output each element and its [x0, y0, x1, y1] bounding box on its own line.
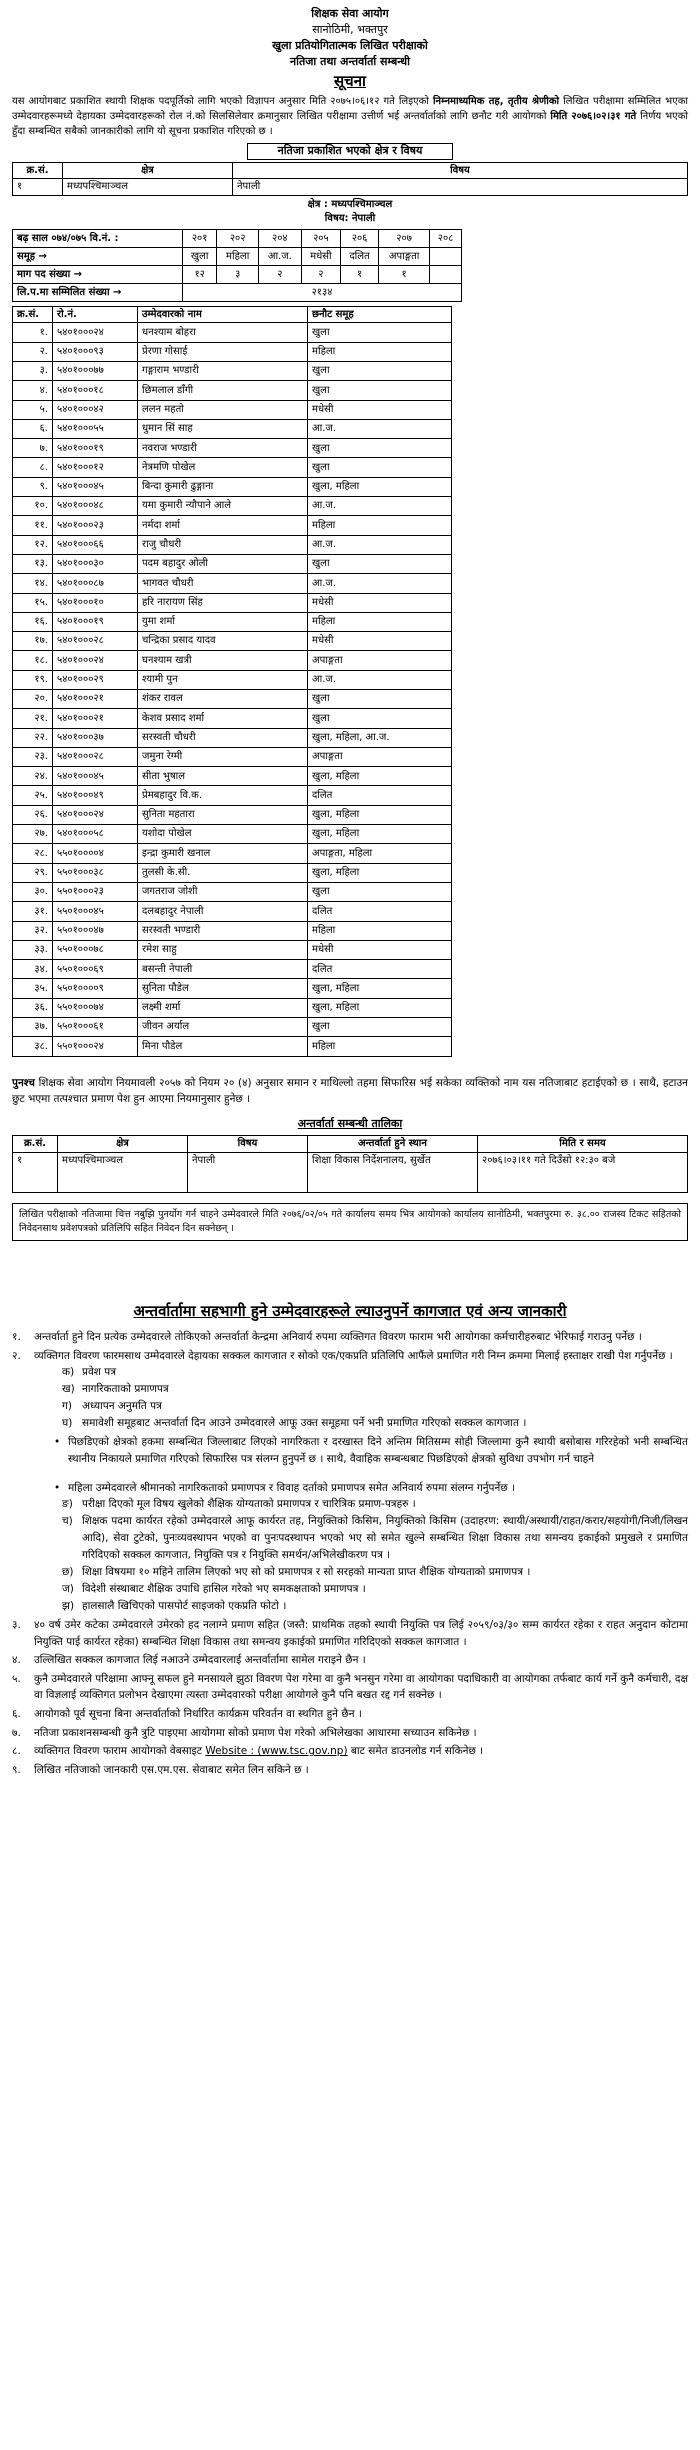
list-item: १. अन्तर्वार्ता हुने दिन प्रत्येक उम्मेदवारले तोकिएको अन्तर्वार्ता केन्द्रमा अनिवार्य रुपमा व्यक्तिगत विवरण फाराम भरी आयोगका कर्मचारीहरुबाट भेरिफाई गराउनु पर्नेछ । [12, 1331, 642, 1344]
cand-group: अपाङ्गता, महिला [308, 844, 452, 863]
table-row [13, 477, 452, 496]
cand-roll: ५५०१०००३८ [53, 863, 138, 882]
cand-roll: ५४०१०००६६ [53, 535, 138, 554]
cand-roll: ५४०१०००३० [53, 554, 138, 573]
cand-sn: २८. [13, 844, 53, 863]
quota-demand-label: माग पद संख्या → [13, 265, 183, 283]
cand-name: प्रेरणा गोसाई [138, 342, 308, 361]
cand-group: मधेसी [308, 940, 452, 959]
cand-sn: १९. [13, 670, 53, 689]
quota-group: महिला [217, 247, 259, 265]
cand-group: खुला [308, 381, 452, 400]
cand-name: मिना पौडेल [138, 1037, 308, 1056]
cand-sn: ३८. [13, 1037, 53, 1056]
table-row [13, 882, 452, 901]
cand-group: दलित [308, 960, 452, 979]
iv-sn: १ [13, 1152, 58, 1192]
cand-group: महिला [308, 612, 452, 631]
cand-group: खुला, महिला [308, 863, 452, 882]
cand-roll: ५४०१०००१८ [53, 381, 138, 400]
quota-group-label: समूह → [13, 247, 183, 265]
table-row [13, 458, 452, 477]
cand-name: लक्ष्मी शर्मा [138, 998, 308, 1017]
list-item: ९. लिखित नतिजाको जानकारी एस.एम.एस. सेवाबाट समेत लिन सकिने छ । [12, 1763, 309, 1776]
cand-group: खुला, महिला [308, 477, 452, 496]
recheck-note: लिखित परीक्षाको नतिजामा चित्त नबुझि पुनर्योग गर्न चाहने उम्मेदवारले मिति २०७६/०२/०५ गते कार्यालय समय भित्र आयोगको कार्यालय सानोठिमी, भक्तपुरमा रु. ३८.०० राजस्व टिकट सहितको निवेदनसाथ प्रवेशपत्रको प्रतिलिपि सहित निवेदन दिन सक्नेछन् । [12, 1203, 688, 1242]
cand-sn: १४. [13, 574, 53, 593]
cand-roll: ५४०१०००५८ [53, 825, 138, 844]
table-row [13, 1037, 452, 1056]
table-row [13, 612, 452, 631]
cand-roll: ५४०१०००४५ [53, 477, 138, 496]
list-item: ७. नतिजा प्रकाशनसम्बन्धी कुनै त्रुटि पाइएमा आयोगमा सोको प्रमाण पेश गरेको अभिलेखका आधारमा सच्याउन सकिनेछ । [12, 1726, 477, 1739]
cand-name: प्रेमबहादुर वि.क. [138, 786, 308, 805]
cand-group: मधेसी [308, 632, 452, 651]
interview-title: अन्तर्वार्ता सम्बन्धी तालिका [297, 1117, 403, 1131]
iv-col-subject: विषय [188, 1136, 308, 1153]
cand-sn: २०. [13, 689, 53, 708]
subject-line-2: विषय: नेपाली [324, 213, 376, 225]
cand-group: दलित [308, 902, 452, 921]
cand-name: छिमलाल डाँगी [138, 381, 308, 400]
cand-name: युमा शर्मा [138, 612, 308, 631]
quota-group [430, 247, 462, 265]
quota-demand-row [13, 265, 462, 283]
cand-sn: २. [13, 342, 53, 361]
cand-name: धनश्याम बोहरा [138, 323, 308, 342]
cand-name: नेत्रमणि पोखेल [138, 458, 308, 477]
cand-sn: ८. [13, 458, 53, 477]
list-item: झ) हालसालै खिचिएको पासपोर्ट साइजको एकप्रति फोटो । [62, 1600, 287, 1613]
table-row [13, 689, 452, 708]
table-row [13, 419, 452, 438]
quota-code: २०१ [183, 229, 217, 247]
cand-group: खुला [308, 439, 452, 458]
cand-col-name: उम्मेदवारको नाम [138, 306, 308, 323]
table-row [13, 670, 452, 689]
followup-paragraph [12, 1075, 688, 1108]
cand-col-sn: क्र.सं. [13, 306, 53, 323]
area-col-sn: क्र.सं. [13, 162, 63, 179]
quota-codes-row [13, 229, 462, 247]
cand-roll: ५४०१०००२३ [53, 516, 138, 535]
cand-name: सुनिता पौडेल [138, 979, 308, 998]
list-item: ङ) परीक्षा दिएको मूल विषय खुलेको शैक्षिक योग्यताको प्रमाणपत्र र चारित्रिक प्रमाण-पत्रहरु । [62, 1498, 416, 1511]
list-item: ४. उल्लिखित सक्कल कागजात लिई नआउने उम्मेदवारलाई अन्तर्वार्तामा सामेल गराइने छैन । [12, 1654, 366, 1667]
cand-roll: ५४०१०००२८ [53, 747, 138, 766]
cand-group: खुला [308, 323, 452, 342]
cand-roll: ५५०१०००६१ [53, 1018, 138, 1037]
table-row [13, 400, 452, 419]
cand-roll: ५४०१०००१९ [53, 612, 138, 631]
cand-roll: ५५०१०००४७ [53, 921, 138, 940]
list-item: छ) शिक्षा विषयमा १० महिने तालिम लिएको भए सो को प्रमाणपत्र र सो सरहको मान्यता प्राप्त शैक्षिक योग्यताको प्रमाणपत्र । [62, 1566, 531, 1579]
sub-list-2 [34, 1496, 688, 1615]
cand-sn: ४. [13, 381, 53, 400]
followup-text: शिक्षक सेवा आयोग नियमावली २०५७ को नियम २० (४) अनुसार समान र माथिल्लो तहमा सिफारिस भई सकेका व्यक्तिको नाम यस नतिजाबाट हटाईएको छ । साथै, हटाउन छुट भएमा तत्पश्चात प्रमाण पेश हुन आएमा नियमानुसार हुनेछ । [12, 1076, 688, 1105]
quota-table [12, 229, 462, 302]
table-row [13, 728, 452, 747]
area-sn: १ [13, 179, 63, 196]
cand-name: तुलसी के.सी. [138, 863, 308, 882]
cand-sn: ३६. [13, 998, 53, 1017]
quota-code: २०७ [379, 229, 430, 247]
table-row [13, 651, 452, 670]
cand-sn: ३४. [13, 960, 53, 979]
cand-group: आ.ज. [308, 535, 452, 554]
cand-name: रमेश साहु [138, 940, 308, 959]
cand-group: मधेसी [308, 593, 452, 612]
cand-sn: २५. [13, 786, 53, 805]
followup-label: पुनश्च [12, 1076, 35, 1089]
cand-roll: ५४०१०००२८ [53, 632, 138, 651]
cand-group: खुला [308, 361, 452, 380]
cand-sn: १८. [13, 651, 53, 670]
iv-venue: शिक्षा विकास निर्देशनालय, सुर्खेत [308, 1152, 478, 1192]
cand-sn: १७. [13, 632, 53, 651]
list-item: २. व्यक्तिगत विवरण फारमसाथ उम्मेदवारले देहायका सक्कल कागजात र सोको एक/एकप्रति प्रतिलिपि आफैंले प्रमाणित गरी निम्न क्रममा मिलाई हस्ताक्षर राखी पेश गर्नुपर्नेछ । क) प्रवेश पत्र ख) नागरिकताको प्रमाणपत्र ग) अध्यापन अनुमति पत्र घ) समावेशी समूहबाट अन्तर्वार्ता दिन आउने उम्मेदवारले आफू उक्त समूहमा पर्ने भनी प्रमाणित गरिएको सक्कल कागजात । • पिछडिएको क्षेत्रको हकमा सम्बन्धित जिल्लाबाट लिएको नागरिकता र दरखास्त दिने अन्तिम मितिसम्म सोही जिल्लामा कुनै स्थायी बसोबास गरिरहेको भनी सम्बन्धित स्थानीय निकायले प्रमाणित गरिएको सिफारिस पत्र संलग्न हुनुपर्ने छ । साथै, वैवाहिक सम्बन्धबाट पिछडिएको क्षेत्रको सुविधा उपभोग गर्न चाहने • महिला उम्मेदवारले श्रीमानको नागरिकताको प्रमाणपत्र र विवाह दर्ताको प्रमाणपत्र समेत अनिवार्य रुपमा संलग्न गर्नुपर्नेछ । ङ) परीक्षा दिएको मूल विषय खुलेको शैक्षिक योग्यताको प्रमाणपत्र र चारित्रिक प्रमाण-पत्रहरु । च) शिक्षक पदमा कार्यरत रहेको उम्मेदवारले आफू कार्यरत तह, नियुक्तिको किसिम, नियुक्तिको किसिम (उदाहरण: स्थायी/अस्थायी/राहत/करार/सहयोगी/निजी/लिखन आदि), सेवा टुटेको, पुनःव्यवस्थापन भएको वा पुनःपदस्थापन भएको भए सो समेत खुल्ने सम्बन्धित शिक्षा विकास तथा समन्वय इकाईको प्रमुखले र प्रमाणित गरिदिएको सक्कल कागजात, नियुक्ति पत्र र नियुक्ति समर्थन/अभिलेखीकरण पत्र । छ) शिक्षा विषयमा १० महिने तालिम लिएको भए सो को प्रमाणपत्र र सो सरहको मान्यता प्राप्त शैक्षिक योग्यताको प्रमाणपत्र । ज) विदेशी संस्थाबाट शैक्षिक उपाधि हासिल गरेको भए समकक्षताको प्रमाणपत्र । झ) हालसालै खिचिएको पासपोर्ट साइजको एकप्रति फोटो । [12, 1348, 688, 1615]
quota-demand [430, 265, 462, 283]
cand-name: यशोदा पोखेल [138, 825, 308, 844]
table-row [13, 767, 452, 786]
area-col-subject: विषय [233, 162, 688, 179]
area-subject-info [12, 198, 688, 227]
cand-name: दलबहादुर नेपाली [138, 902, 308, 921]
quota-group: दलित [341, 247, 379, 265]
intro-decision-date: मिति २०७६।०२।३१ गते [550, 111, 637, 122]
cand-sn: १३. [13, 554, 53, 573]
cand-group: महिला [308, 1037, 452, 1056]
cand-roll: ५४०१०००४९ [53, 786, 138, 805]
cand-name: सरस्वती चौधरी [138, 728, 308, 747]
cand-roll: ५४०१०००१२ [53, 458, 138, 477]
cand-name: राजु चौधरी [138, 535, 308, 554]
cand-roll: ५४०१०००९३ [53, 342, 138, 361]
cand-name: यमा कुमारी न्यौपाने आले [138, 497, 308, 516]
quota-demand: १ [341, 265, 379, 283]
quota-group: अपाङ्गता [379, 247, 430, 265]
sub-list [34, 1364, 688, 1432]
list-item: ज) विदेशी संस्थाबाट शैक्षिक उपाधि हासिल गरेको भए समकक्षताको प्रमाणपत्र । [62, 1583, 366, 1596]
intro-text-1: यस आयोगबाट प्रकाशित स्थायी शिक्षक पदपूर्तिको लागि भएको विज्ञापन अनुसार मिति २०७५।०६।१२ गते लिइएको [12, 96, 429, 107]
cand-group: अपाङ्गता [308, 651, 452, 670]
table-row [13, 921, 452, 940]
table-row [13, 574, 452, 593]
cand-sn: २९. [13, 863, 53, 882]
cand-roll: ५४०१०००२४ [53, 805, 138, 824]
cand-sn: ५. [13, 400, 53, 419]
cand-group: दलित [308, 786, 452, 805]
cand-name: घनश्याम खत्री [138, 651, 308, 670]
list-item: क) प्रवेश पत्र [62, 1366, 117, 1379]
intro-text-2: लिखित परीक्षामा सम्मिलित भएका उम्मेदवारहरूमध्ये देहायका उम्मेदवारहरूको रोल नं.को सिलसिलेवार क्रमानुसार लिखित परीक्षामा उत्तीर्ण भई अन्तर्वार्ताको लागि छनौट गरी आयोगको [12, 96, 688, 122]
cand-group: खुला, महिला [308, 825, 452, 844]
table-row [13, 1018, 452, 1037]
quota-demand: २ [259, 265, 302, 283]
quota-code: २०८ [430, 229, 462, 247]
cand-sn: १२. [13, 535, 53, 554]
cand-roll: ५४०१०००२१ [53, 689, 138, 708]
cand-sn: २३. [13, 747, 53, 766]
area-table [12, 162, 688, 196]
candidates-table [12, 306, 452, 1057]
list-item: ६. आयोगको पूर्व सूचना बिना अन्तर्वार्ताको निर्धारित कार्यक्रम परिवर्तन वा स्थगित हुने छैन । [12, 1708, 362, 1721]
cand-sn: ३७. [13, 1018, 53, 1037]
exam-title: खुला प्रतियोगितात्मक लिखित परीक्षाको [272, 38, 428, 52]
table-row [13, 342, 452, 361]
cand-sn: ३०. [13, 882, 53, 901]
table-row [13, 554, 452, 573]
table-row [13, 805, 452, 824]
table-row [13, 516, 452, 535]
list-item: ५. कुनै उम्मेदवारले परिक्षामा आफ्नू सफल हुने मनसायले झुठा विवरण पेश गरेमा वा कुनै भनसुन गरेमा वा आयोगका पदाधिकारी वा आयोगका तर्फबाट कार्य गर्ने कुनै कर्मचारी, दक्ष वा विज्ञलाई व्यक्तिगत प्रलोभन देखाएमा त्यस्ता उम्मेदवारको परीक्षा आयोगले कुनै पनि बखत रद्द गर्न सक्नेछ । [12, 1672, 688, 1702]
iv-subject: नेपाली [188, 1152, 308, 1192]
iv-datetime: २०७६।०३।११ गते दिउँसो १२:३० बजे [478, 1152, 688, 1192]
cand-col-group: छनौट समूह [308, 306, 452, 323]
cand-group: खुला [308, 882, 452, 901]
iv-col-sn: क्र.सं. [13, 1136, 58, 1153]
cand-roll: ५४०१०००४५ [53, 767, 138, 786]
table-row [13, 940, 452, 959]
quota-groups-row [13, 247, 462, 265]
quota-code-label: बढ़ साल ०७४/०७५ वि.नं. : [13, 229, 183, 247]
list-item: ग) अध्यापन अनुमति पत्र [62, 1400, 162, 1413]
area-subject: नेपाली [233, 179, 688, 196]
quota-group: आ.ज. [259, 247, 302, 265]
table-row [13, 1152, 688, 1192]
cand-name: गङ्गाराम भण्डारी [138, 361, 308, 380]
table-row [13, 593, 452, 612]
cand-sn: २४. [13, 767, 53, 786]
cand-roll: ५५०१०००४५ [53, 902, 138, 921]
area-col-area: क्षेत्र [63, 162, 233, 179]
list-item: घ) समावेशी समूहबाट अन्तर्वार्ता दिन आउने उम्मेदवारले आफू उक्त समूहमा पर्ने भनी प्रमाणित गरिएको सक्कल कागजात । [62, 1417, 527, 1430]
table-row [13, 535, 452, 554]
bullet-item: • पिछडिएको क्षेत्रको हकमा सम्बन्धित जिल्लाबाट लिएको नागरिकता र दरखास्त दिने अन्तिम मितिसम्म सोही जिल्लामा कुनै स्थायी बसोबास गरिरहेको भनी सम्बन्धित स्थानीय निकायले प्रमाणित गरिएको सिफारिस पत्र संलग्न हुनुपर्ने छ । साथै, वैवाहिक सम्बन्धबाट पिछडिएको क्षेत्रको सुविधा उपभोग गर्न चाहने [34, 1434, 688, 1467]
cand-sn: ६. [13, 419, 53, 438]
cand-name: केशव प्रसाद शर्मा [138, 709, 308, 728]
list-item: च) शिक्षक पदमा कार्यरत रहेको उम्मेदवारले आफू कार्यरत तह, नियुक्तिको किसिम, नियुक्तिको किसिम (उदाहरण: स्थायी/अस्थायी/राहत/करार/सहयोगी/निजी/लिखन आदि), सेवा टुटेको, पुनःव्यवस्थापन भएको वा पुनःपदस्थापन भएको भए सो समेत खुल्ने सम्बन्धित शिक्षा विकास तथा समन्वय इकाईको प्रमुखले र प्रमाणित गरिदिएको सक्कल कागजात, नियुक्ति पत्र र नियुक्ति समर्थन/अभिलेखीकरण पत्र । [62, 1515, 688, 1562]
quota-total: २१३४ [183, 283, 462, 301]
cand-roll: ५४०१०००२९ [53, 670, 138, 689]
cand-name: धुमान सिं साह [138, 419, 308, 438]
table-row [13, 979, 452, 998]
cand-name: ललन महतो [138, 400, 308, 419]
cand-group: खुला, महिला [308, 979, 452, 998]
table-row [13, 825, 452, 844]
cand-group: खुला, महिला [308, 767, 452, 786]
cand-group: खुला, महिला [308, 998, 452, 1017]
cand-group: खुला [308, 709, 452, 728]
intro-paragraph [12, 94, 688, 139]
cand-roll: ५५०१०००७८ [53, 940, 138, 959]
cand-sn: ३५. [13, 979, 53, 998]
candidates-body [13, 323, 452, 1056]
list-item: ८. व्यक्तिगत विवरण फाराम आयोगको वेबसाइट Website : (www.tsc.gov.np) बाट समेत डाउनलोड गर्न सकिनेछ । [12, 1745, 484, 1758]
cand-sn: १०. [13, 497, 53, 516]
cand-sn: २२. [13, 728, 53, 747]
cand-group: महिला [308, 342, 452, 361]
iv-area: मध्यपश्चिमाञ्चल [58, 1152, 188, 1192]
cand-group: खुला [308, 458, 452, 477]
cand-group: महिला [308, 516, 452, 535]
intro-text-3: निर्णय भएको हुँदा सम्बन्धित सबैको जानकारीको लागि यो सूचना प्रकाशित गरिएको छ । [12, 111, 688, 137]
cand-roll: ५५०१०००२३ [53, 882, 138, 901]
cand-sn: ११. [13, 516, 53, 535]
cand-group: आ.ज. [308, 419, 452, 438]
cand-roll: ५५०१०००६९ [53, 960, 138, 979]
cand-name: सीता भुषाल [138, 767, 308, 786]
table-row [13, 998, 452, 1017]
cand-name: जीवन अर्याल [138, 1018, 308, 1037]
table-row [13, 786, 452, 805]
cand-group: आ.ज. [308, 574, 452, 593]
cand-roll: ५४०१०००३७ [53, 728, 138, 747]
iv-col-datetime: मिति र समय [478, 1136, 688, 1153]
cand-name: इन्द्रा कुमारी खनाल [138, 844, 308, 863]
cand-name: हरि नारायण सिंह [138, 593, 308, 612]
quota-demand: २ [301, 265, 340, 283]
cand-roll: ५५०१००००९ [53, 979, 138, 998]
quota-demand: ३ [217, 265, 259, 283]
cand-name: सुनिता महतारा [138, 805, 308, 824]
cand-group: मधेसी [308, 400, 452, 419]
cand-roll: ५४०१०००४८ [53, 497, 138, 516]
quota-code: २०४ [259, 229, 302, 247]
cand-group: खुला, महिला, आ.ज. [308, 728, 452, 747]
cand-name: शंकर रावल [138, 689, 308, 708]
quota-demand: १२ [183, 265, 217, 283]
table-row [13, 709, 452, 728]
cand-name: पदम बहादुर ओली [138, 554, 308, 573]
cand-roll: ५५०१०००७४ [53, 998, 138, 1017]
cand-sn: ३२. [13, 921, 53, 940]
documents-title: अन्तर्वार्तामा सहभागी हुने उम्मेदवारहरूले ल्याउनुपर्ने कागजात एवं अन्य जानकारी [133, 1302, 567, 1320]
cand-roll: ५४०१०००१० [53, 593, 138, 612]
cand-sn: ९. [13, 477, 53, 496]
cand-sn: ३३. [13, 940, 53, 959]
cand-sn: १६. [13, 612, 53, 631]
table-row [13, 863, 452, 882]
cand-roll: ५४०१०००२४ [53, 651, 138, 670]
iv-col-venue: अन्तर्वार्ता हुने स्थान [308, 1136, 478, 1153]
table-row [13, 497, 452, 516]
cand-name: नवराज भण्डारी [138, 439, 308, 458]
cand-sn: ३. [13, 361, 53, 380]
quota-total-label: लि.प.मा सम्मिलित संख्या → [13, 283, 183, 301]
table-row [13, 381, 452, 400]
table-row [13, 632, 452, 651]
cand-roll: ५४०१०००८७ [53, 574, 138, 593]
cand-name: चन्द्रिका प्रसाद यादव [138, 632, 308, 651]
cand-sn: १५. [13, 593, 53, 612]
cand-group: अपाङ्गता [308, 747, 452, 766]
cand-sn: २१. [13, 709, 53, 728]
cand-group: खुला [308, 689, 452, 708]
cand-group: खुला [308, 554, 452, 573]
cand-sn: २६. [13, 805, 53, 824]
cand-sn: ३१. [13, 902, 53, 921]
documents-list [12, 1329, 688, 1778]
cand-name: जमुना रेग्मी [138, 747, 308, 766]
cand-name: बिन्दा कुमारी ढुङ्गाना [138, 477, 308, 496]
area-line: क्षेत्र : मध्यपश्चिमाञ्चल [307, 198, 393, 210]
quota-code: २०६ [341, 229, 379, 247]
interview-table [12, 1135, 688, 1193]
table-row [13, 179, 688, 196]
cand-name: श्यामी पुन [138, 670, 308, 689]
cand-roll: ५४०१०००२१ [53, 709, 138, 728]
cand-group: खुला [308, 1018, 452, 1037]
table-row [13, 960, 452, 979]
cand-group: महिला [308, 921, 452, 940]
list-item: ३. ४० वर्ष उमेर कटेका उम्मेदवारले उमेरको हद नलाग्ने प्रमाण सहित (जस्तै: प्राथमिक तहको स्थायी नियुक्ति पत्र लिई २०५९/०३/३० सम्म कार्यरत रहेका र राहत अनुदान कोटामा नियुक्ति पाई कार्यरत रहेका) सम्बन्धित शिक्षा विकास तथा समन्वय इकाईको प्रमाणित गरिदिएको सक्कल कागजात । [12, 1619, 688, 1648]
quota-demand: १ [379, 265, 430, 283]
cand-roll: ५५०१००००४ [53, 844, 138, 863]
list-item: ख) नागरिकताको प्रमाणपत्र [62, 1383, 169, 1396]
table-row [13, 844, 452, 863]
quota-code: २०५ [301, 229, 340, 247]
quota-group: खुला [183, 247, 217, 265]
cand-group: खुला, महिला [308, 805, 452, 824]
area-name: मध्यपश्चिमाञ्चल [63, 179, 233, 196]
cand-sn: १. [13, 323, 53, 342]
table-row [13, 361, 452, 380]
intro-level: निम्नमाध्यमिक तह, तृतीय श्रेणीको [432, 96, 560, 107]
cand-group: आ.ज. [308, 670, 452, 689]
table-row [13, 439, 452, 458]
iv-col-area: क्षेत्र [58, 1136, 188, 1153]
cand-roll: ५४०१०००७७ [53, 361, 138, 380]
subject-line: नतिजा तथा अन्तर्वार्ता सम्बन्धी [290, 54, 410, 68]
table-row [13, 902, 452, 921]
org-address: सानोठिमी, भक्तपुर [312, 22, 388, 36]
cand-group: आ.ज. [308, 497, 452, 516]
cand-roll: ५४०१०००५५ [53, 419, 138, 438]
cand-roll: ५५०१०००२४ [53, 1037, 138, 1056]
cand-roll: ५४०१०००४२ [53, 400, 138, 419]
cand-name: सरस्वती भण्डारी [138, 921, 308, 940]
notice-title: सूचना [334, 71, 366, 90]
cand-name: बसन्ती नेपाली [138, 960, 308, 979]
quota-total-row [13, 283, 462, 301]
table-row [13, 323, 452, 342]
cand-roll: ५४०१०००२४ [53, 323, 138, 342]
header [12, 6, 688, 70]
cand-roll: ५४०१०००१९ [53, 439, 138, 458]
quota-group: मधेसी [301, 247, 340, 265]
cand-name: नर्मदा शर्मा [138, 516, 308, 535]
cand-name: जगतराज जोशी [138, 882, 308, 901]
area-section-title: नतिजा प्रकाशित भएको क्षेत्र र विषय [12, 143, 688, 160]
cand-name: भागवत चौधरी [138, 574, 308, 593]
table-row [13, 747, 452, 766]
bullet-item-cont: • महिला उम्मेदवारले श्रीमानको नागरिकताको प्रमाणपत्र र विवाह दर्ताको प्रमाणपत्र समेत अनिवार्य रुपमा संलग्न गर्नुपर्नेछ । [34, 1480, 688, 1497]
cand-sn: २७. [13, 825, 53, 844]
website-link[interactable]: Website : (www.tsc.gov.np) [205, 1745, 348, 1758]
quota-code: २०२ [217, 229, 259, 247]
cand-sn: ७. [13, 439, 53, 458]
cand-col-roll: रो.नं. [53, 306, 138, 323]
org-name: शिक्षक सेवा आयोग [311, 7, 389, 20]
